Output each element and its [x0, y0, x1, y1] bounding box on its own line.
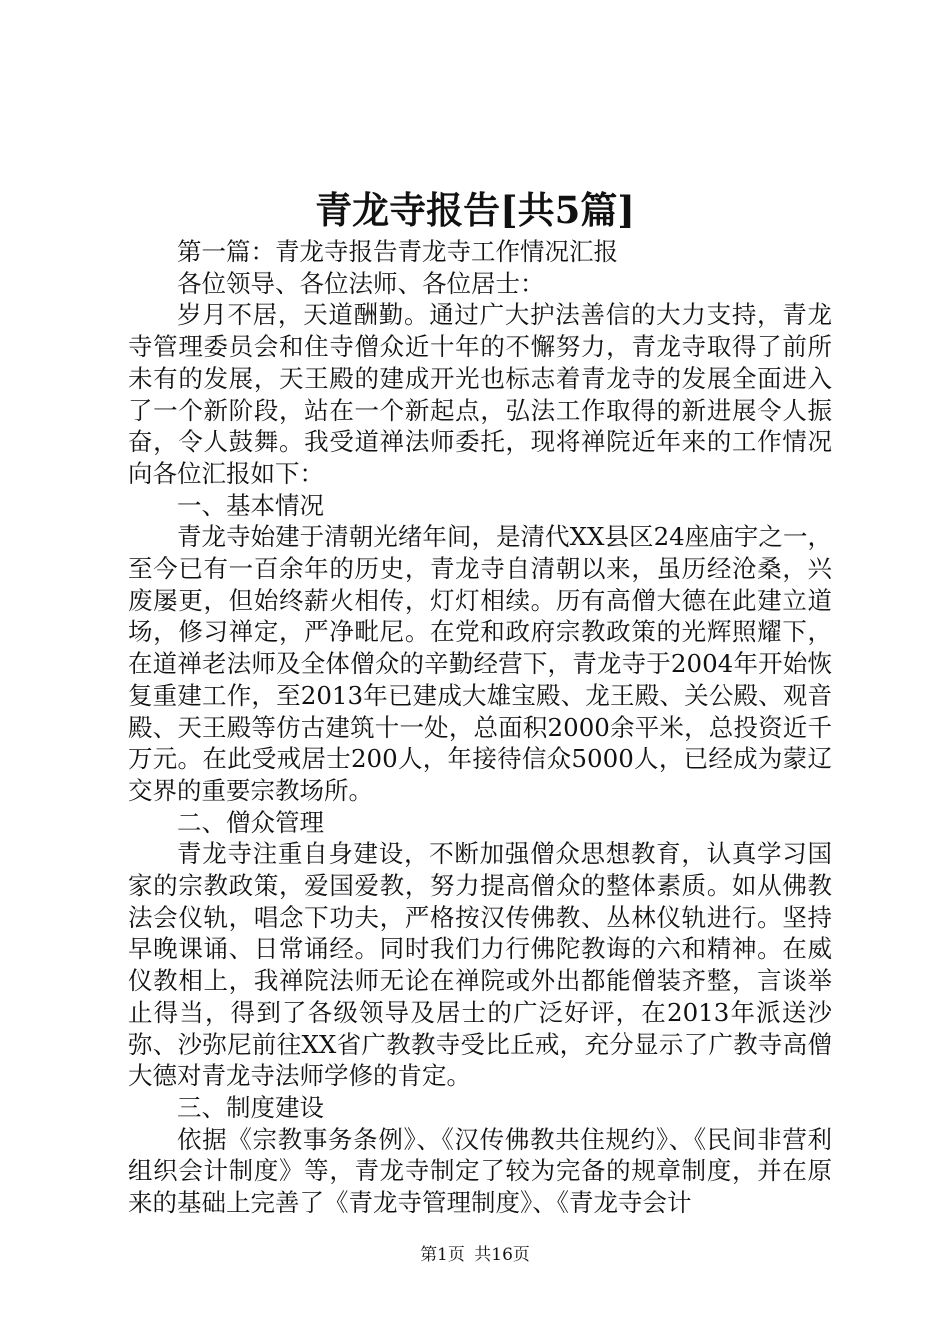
document-body: [128, 236, 832, 1219]
paragraph-section-heading: 第一篇：青龙寺报告青龙寺工作情况汇报: [177, 237, 618, 266]
paragraph-basic-situation: 青龙寺始建于清朝光绪年间，是清代XX县区24座庙宇之一，至今已有一百余年的历史，青龙寺自清朝以来，虽历经沧桑，兴废屡更，但始终薪火相传，灯灯相续。历有高僧大德在此建立道场，修习禅定，严净毗尼。在党和政府宗教政策的光辉照耀下，在道禅老法师及全体僧众的辛勤经营下，青龙寺于2004年开始恢复重建工作，至2013年已建成大雄宝殿、龙王殿、关公殿、观音殿、天王殿等仿古建筑十一处，总面积2000余平米，总投资近千万元。在此受戒居士200人，年接待信众5000人，已经成为蒙辽交界的重要宗教场所。: [128, 522, 832, 805]
paragraph-system-building: 依据《宗教事务条例》、《汉传佛教共住规约》、《民间非营利组织会计制度》等，青龙寺制定了较为完备的规章制度，并在原来的基础上完善了《青龙寺管理制度》、《青龙寺会计: [128, 1124, 832, 1218]
paragraph-salutation: 各位领导、各位法师、各位居士：: [177, 268, 545, 298]
document-title: 青龙寺报告[共5篇]: [315, 188, 635, 232]
heading-basic-situation: 一、基本情况: [177, 490, 324, 520]
page-footer: 第1页 共16页: [420, 1245, 530, 1265]
heading-system-building: 三、制度建设: [177, 1092, 324, 1122]
heading-monk-management: 二、僧众管理: [177, 807, 324, 837]
paragraph-monk-management: 青龙寺注重自身建设，不断加强僧众思想教育，认真学习国家的宗教政策，爱国爱教，努力提高僧众的整体素质。如从佛教法会仪轨，唱念下功夫，严格按汉传佛教、丛林仪轨进行。坚持早晚课诵、日常诵经。同时我们力行佛陀教诲的六和精神。在威仪教相上，我禅院法师无论在禅院或外出都能僧装齐整，言谈举止得当，得到了各级领导及居士的广泛好评，在2013年派送沙弥、沙弥尼前往XX省广教教寺受比丘戒，充分显示了广教寺高僧大德对青龙寺法师学修的肯定。: [128, 839, 832, 1091]
paragraph-intro: 岁月不居，天道酬勤。通过广大护法善信的大力支持，青龙寺管理委员会和住寺僧众近十年的不懈努力，青龙寺取得了前所未有的发展，天王殿的建成开光也标志着青龙寺的发展全面进入了一个新阶段，站在一个新起点，弘法工作取得的新进展令人振奋，令人鼓舞。我受道禅法师委托，现将禅院近年来的工作情况向各位汇报如下：: [128, 300, 832, 488]
